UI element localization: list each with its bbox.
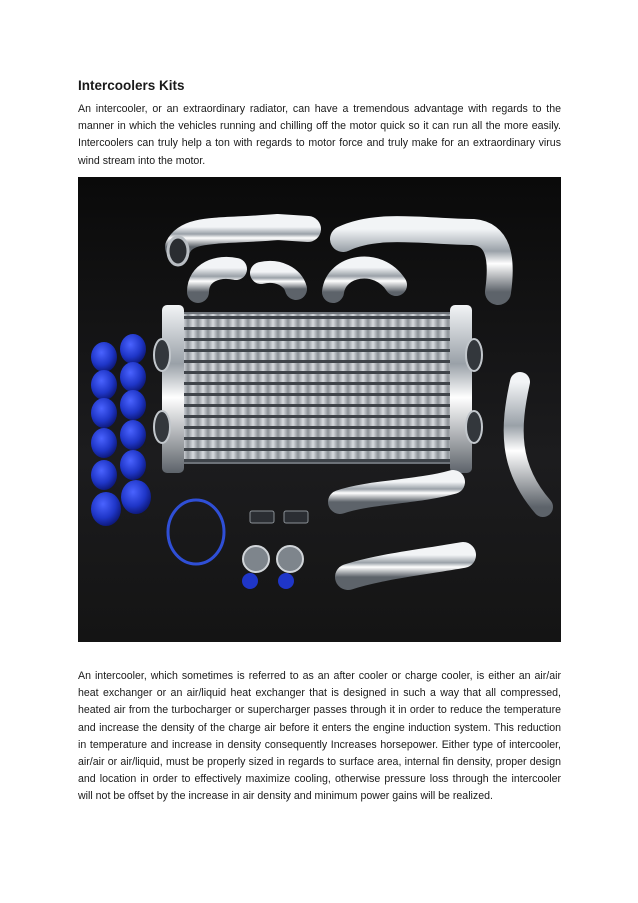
article-title: Intercoolers Kits xyxy=(78,78,185,93)
intercooler-kit-photo xyxy=(78,177,561,642)
intercooler-core xyxy=(154,305,482,473)
body-paragraph: An intercooler, which sometimes is referred to as an after cooler or charge cooler, is either an air/air heat exchanger or an air/liquid heat exchanger that is designed in such a way that all compressed, heated air from the turbocharger or supercharger passes through it in order to reduce the temperature and increase the density of the charge air before it enters the engine induction system. This reduction in temperature and increase in density consequently Increases horsepower. Either type of intercooler, air/air or air/liquid, must be properly sized in regards to surface area, internal fin density, proper design and location in order to effectively maximize cooling, otherwise pressure loss through the intercooler will not be offset by the increase in air density and minimum power gains will be realized. xyxy=(78,670,561,803)
intro-paragraph: An intercooler, or an extraordinary radiator, can have a tremendous advantage with regards to the manner in which the vehicles running and chilling off the motor quick so it can run all the more easily. Intercoolers can truly help a ton with regards to motor force and truly make for an extraordinary virus wind stream into the motor. xyxy=(78,103,561,167)
